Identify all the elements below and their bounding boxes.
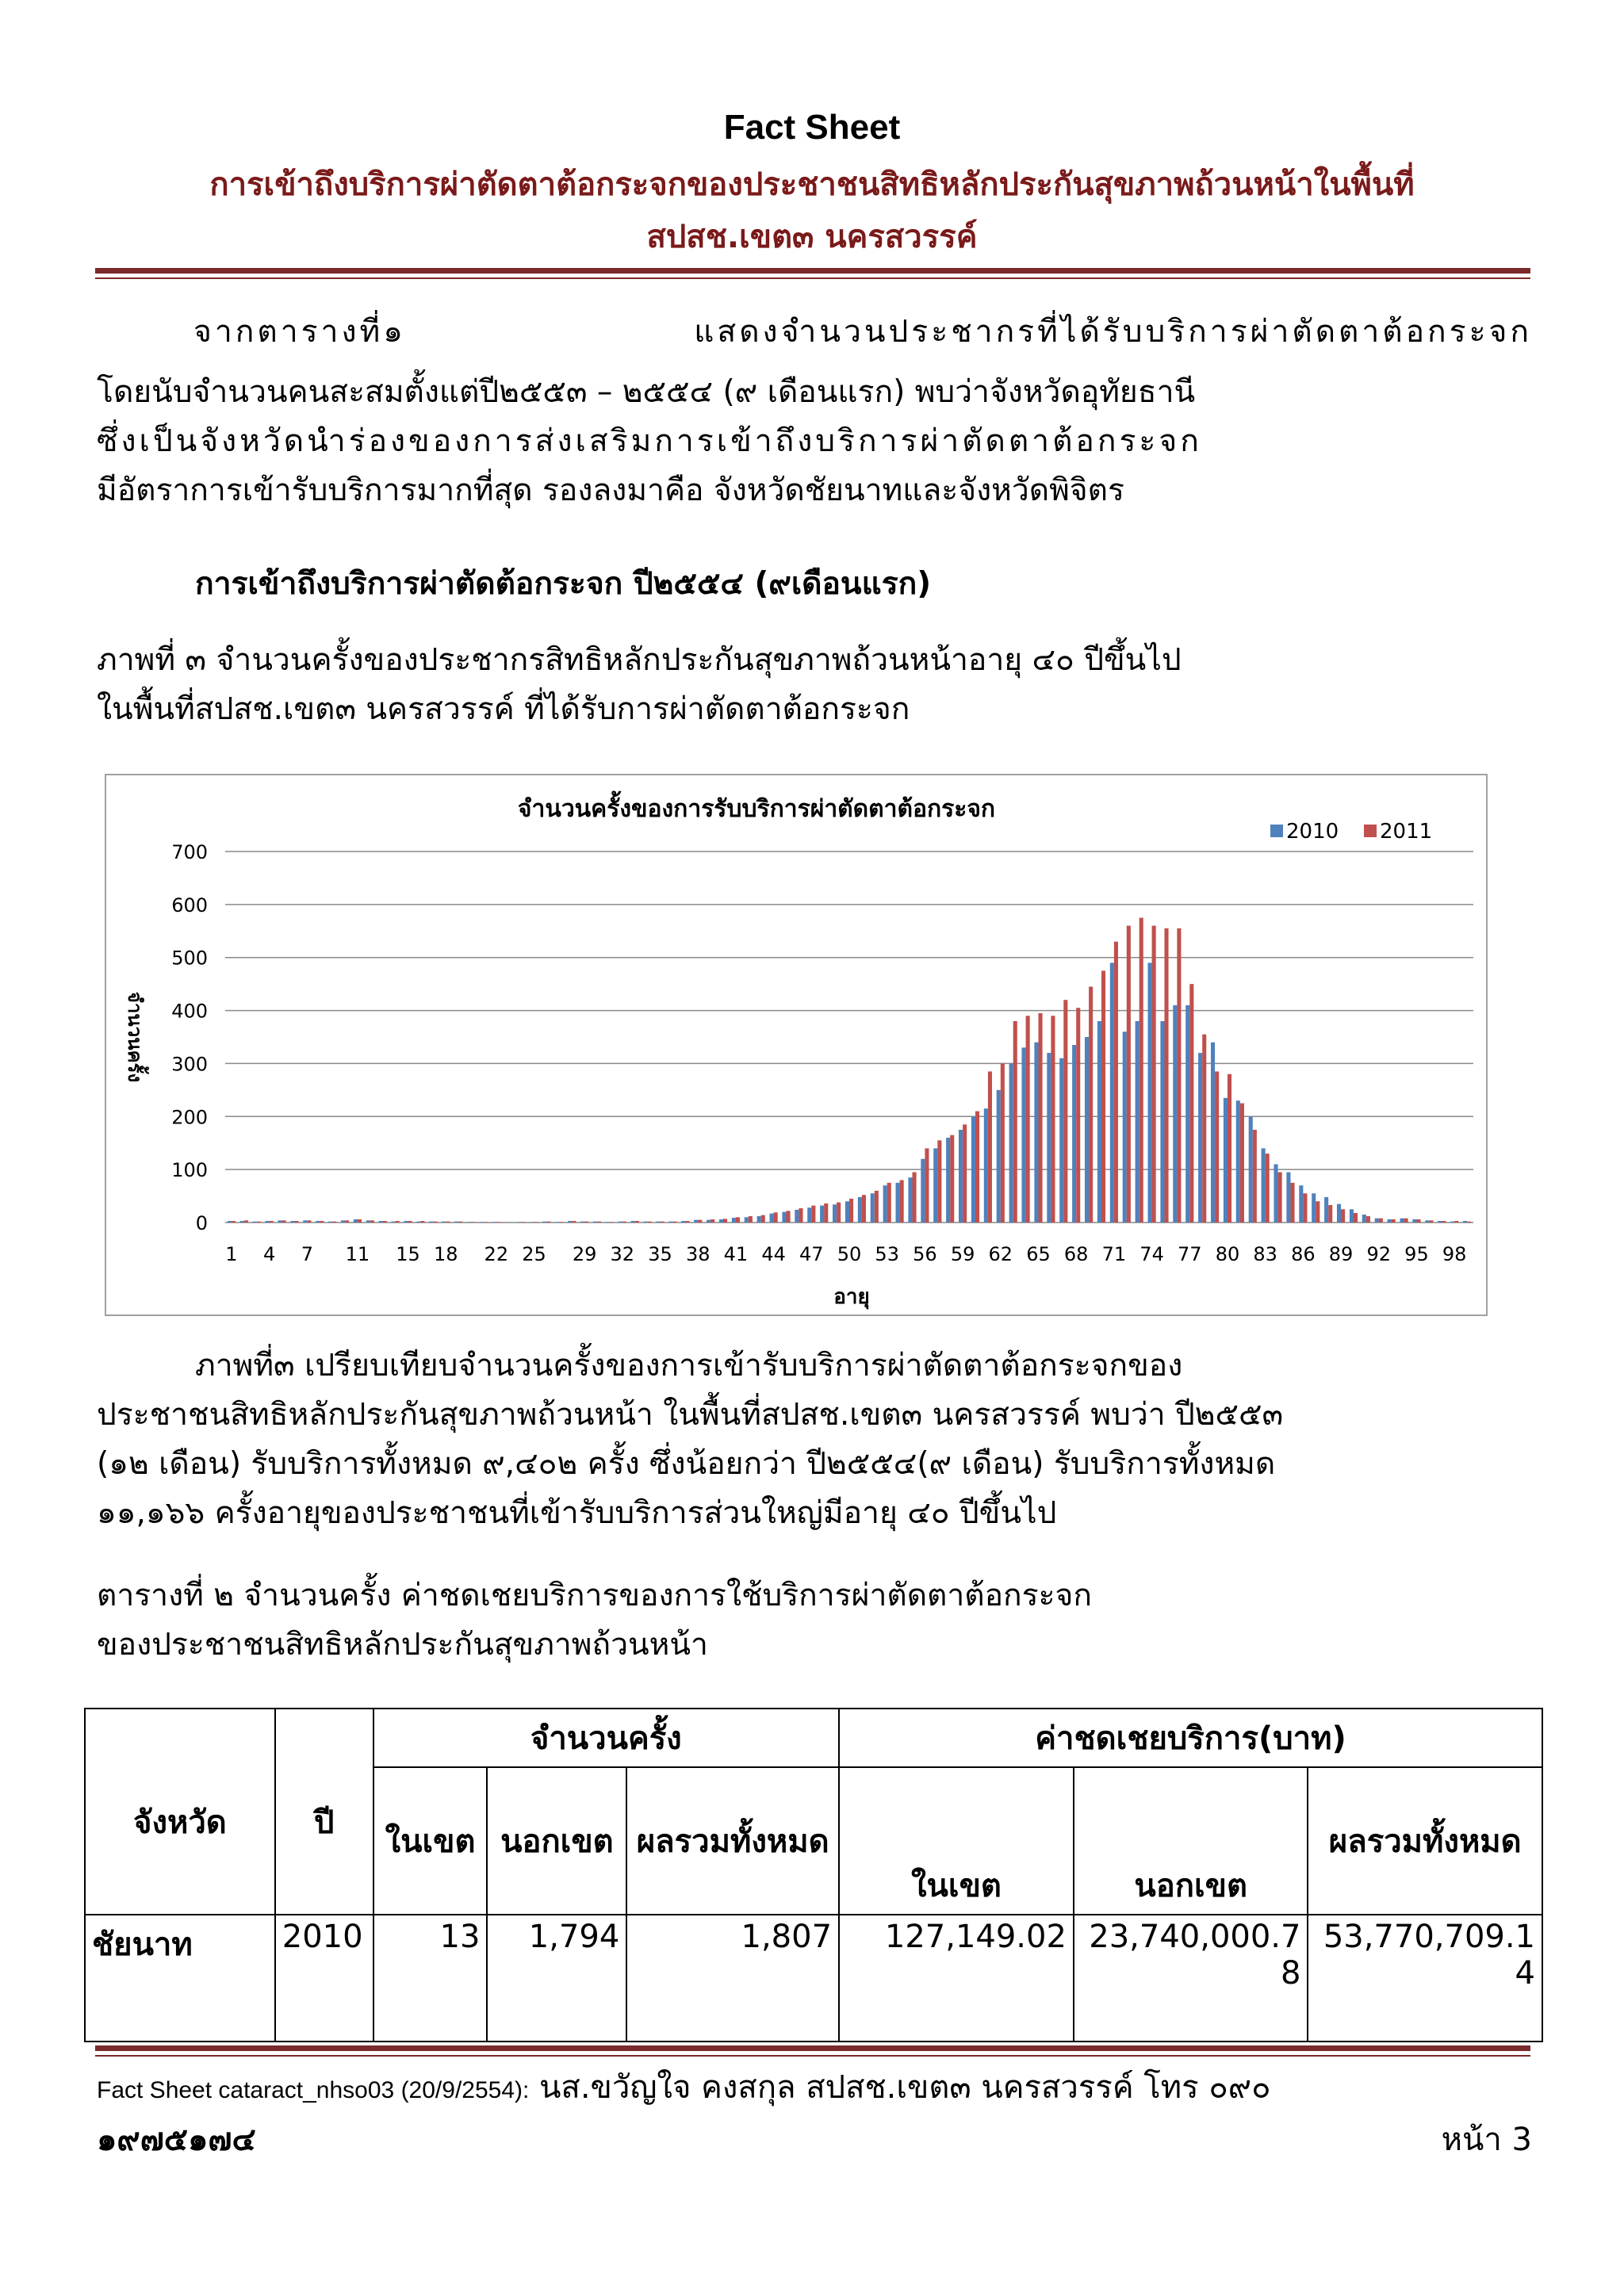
bar-2010-age-30	[593, 1222, 597, 1223]
bar-2011-age-89	[1341, 1209, 1345, 1223]
chart-x-axis-label: อายุ	[833, 1285, 870, 1309]
bar-2011-age-72	[1127, 926, 1131, 1223]
y-tick-label: 700	[171, 841, 208, 863]
bar-2010-age-85	[1286, 1172, 1290, 1223]
x-tick-label: 89	[1328, 1243, 1354, 1265]
bar-2011-age-83	[1266, 1154, 1270, 1223]
bar-2011-age-29	[584, 1222, 588, 1223]
bar-2011-age-50	[849, 1199, 853, 1223]
bar-2010-age-72	[1123, 1031, 1127, 1223]
bar-2010-age-47	[807, 1207, 811, 1223]
x-tick-label: 29	[572, 1243, 597, 1265]
bar-2011-age-99	[1467, 1222, 1471, 1223]
bar-2010-age-92	[1375, 1219, 1379, 1223]
bar-2011-age-15	[408, 1221, 412, 1223]
bar-2010-age-81	[1236, 1100, 1240, 1223]
bar-2011-age-32	[622, 1222, 626, 1223]
bar-2011-age-39	[710, 1219, 714, 1223]
bar-2010-age-33	[631, 1221, 635, 1223]
bar-2011-age-35	[661, 1222, 665, 1223]
bar-2011-age-47	[811, 1206, 815, 1223]
analysis-line-3: (๑๒ เดือน) รับบริการทั้งหมด ๙,๔๐๒ ครั้ง ซึ่งน้อยกว่า ปี๒๕๕๔(๙ เดือน) รับบริการทั้งหมด	[97, 1446, 1276, 1482]
bar-2010-age-26	[542, 1222, 546, 1223]
bar-2010-age-15	[404, 1221, 408, 1223]
cell-year: 2010	[275, 1915, 373, 2042]
x-tick-label: 62	[988, 1243, 1013, 1265]
bar-2010-age-22	[492, 1222, 496, 1223]
x-tick-label: 80	[1215, 1243, 1240, 1265]
legend-label-2010: 2010	[1286, 820, 1339, 844]
bar-2011-age-62	[1001, 1063, 1005, 1223]
chart-svg	[106, 775, 1486, 1314]
x-tick-label: 92	[1366, 1243, 1392, 1265]
bar-2011-age-66	[1051, 1016, 1055, 1223]
bar-2011-age-94	[1404, 1219, 1408, 1223]
bar-2011-age-69	[1089, 986, 1093, 1223]
x-tick-label: 59	[950, 1243, 975, 1265]
bar-2011-age-42	[749, 1216, 753, 1223]
document-subtitle-line1: การเข้าถึงบริการผ่าตัดตาต้อกระจกของประชาชนสิทธิหลักประกันสุขภาพถ้วนหน้าในพื้นที่	[209, 166, 1415, 203]
section-heading: การเข้าถึงบริการผ่าตัดต้อกระจก ปี๒๕๕๔ (๙เดือนแรก)	[195, 566, 932, 602]
bar-2010-age-59	[959, 1130, 963, 1223]
header-count-total: ผลรวมทั้งหมด	[626, 1767, 839, 1915]
bar-2010-age-32	[619, 1222, 622, 1223]
cell-count-total: 1,807	[626, 1915, 839, 2042]
bar-2010-age-62	[997, 1090, 1001, 1223]
bar-2010-age-53	[883, 1185, 887, 1223]
header-divider-thick	[95, 268, 1530, 274]
bar-2010-age-36	[668, 1222, 672, 1223]
bar-2011-age-49	[837, 1203, 841, 1223]
bar-2010-age-45	[782, 1212, 786, 1223]
bar-2010-age-55	[908, 1177, 912, 1223]
bar-2010-age-74	[1147, 962, 1151, 1223]
bar-2011-age-16	[420, 1221, 424, 1223]
x-tick-label: 44	[761, 1243, 786, 1265]
bar-2011-age-6	[294, 1221, 298, 1223]
bar-2010-age-95	[1412, 1219, 1416, 1223]
bar-2010-age-34	[644, 1222, 648, 1223]
bar-2010-age-48	[820, 1206, 824, 1223]
figure-caption	[97, 636, 1532, 734]
document-subtitle-line2: สปสช.เขต๓ นครสวรรค์	[646, 219, 978, 255]
bar-2010-age-18	[442, 1222, 446, 1223]
bar-2011-age-34	[648, 1222, 652, 1223]
bar-2010-age-16	[416, 1222, 420, 1223]
bar-2011-age-26	[546, 1222, 550, 1223]
bar-2010-age-84	[1274, 1164, 1277, 1223]
bar-2011-age-86	[1303, 1193, 1307, 1223]
x-tick-label: 18	[433, 1243, 458, 1265]
analysis-line-1: ภาพที่๓ เปรียบเทียบจำนวนครั้งของการเข้ารับบริการผ่าตัดตาต้อกระจกของ	[195, 1348, 1183, 1383]
bar-2011-age-37	[685, 1221, 689, 1223]
bar-2010-age-75	[1160, 1021, 1164, 1223]
bar-2011-age-88	[1328, 1205, 1332, 1223]
bar-2010-age-64	[1021, 1047, 1025, 1223]
bar-2011-age-36	[672, 1222, 676, 1223]
bar-2010-age-42	[745, 1217, 749, 1223]
legend-swatch-2011	[1364, 825, 1377, 837]
bar-2010-age-43	[757, 1216, 761, 1223]
bar-2010-age-38	[694, 1220, 698, 1223]
x-tick-label: 22	[484, 1243, 509, 1265]
header-year: ปี	[275, 1709, 373, 1915]
cell-cost-in: 127,149.02	[839, 1915, 1074, 2042]
bar-2011-age-93	[1392, 1219, 1396, 1223]
x-tick-label: 25	[522, 1243, 546, 1265]
bar-2010-age-13	[379, 1221, 383, 1223]
bar-2010-age-2	[240, 1221, 244, 1223]
bar-2010-age-73	[1136, 1021, 1139, 1223]
x-tick-label: 50	[837, 1243, 862, 1265]
bar-2010-age-54	[896, 1183, 900, 1223]
y-tick-label: 500	[171, 947, 208, 970]
bar-2010-age-70	[1097, 1021, 1101, 1223]
bar-2010-age-80	[1224, 1098, 1228, 1223]
bar-2010-age-1	[228, 1221, 232, 1223]
x-tick-label: 4	[263, 1243, 276, 1265]
bar-2011-age-81	[1240, 1104, 1244, 1223]
bar-2011-age-10	[345, 1220, 349, 1223]
analysis-line-2: ประชาชนสิทธิหลักประกันสุขภาพถ้วนหน้า ในพื้นที่สปสช.เขต๓ นครสวรรค์ พบว่า ปี๒๕๕๓	[97, 1397, 1284, 1433]
header-cost-in: ในเขต	[839, 1767, 1074, 1915]
bar-2010-age-27	[555, 1222, 559, 1223]
intro-line-3: ซึ่งเป็นจังหวัดนำร่องของการส่งเสริมการเข้าถึงบริการผ่าตัดตาต้อกระจก	[97, 423, 1202, 459]
figure-caption-line-2: ในพื้นที่สปสช.เขต๓ นครสวรรค์ ที่ได้รับการผ่าตัดตาต้อกระจก	[97, 691, 910, 727]
bar-2011-age-57	[937, 1140, 941, 1223]
table-row	[85, 1915, 1542, 2042]
bar-2011-age-91	[1366, 1216, 1370, 1223]
x-tick-label: 95	[1404, 1243, 1429, 1265]
bar-2011-age-33	[635, 1221, 639, 1223]
bar-2010-age-21	[480, 1222, 484, 1223]
bar-2011-age-51	[862, 1195, 866, 1223]
bar-2011-age-44	[774, 1212, 778, 1223]
cell-count-out: 1,794	[487, 1915, 626, 2042]
bar-2011-age-67	[1063, 1000, 1067, 1223]
x-tick-label: 32	[610, 1243, 635, 1265]
chart-y-axis-label: จำนวนครั้ง	[124, 991, 146, 1083]
bar-2010-age-44	[770, 1214, 774, 1223]
bar-2010-age-17	[429, 1222, 433, 1223]
bar-2011-age-8	[320, 1221, 324, 1223]
bar-2011-age-41	[736, 1217, 740, 1223]
header-cost-out: นอกเขต	[1074, 1767, 1308, 1915]
x-tick-label: 68	[1063, 1243, 1089, 1265]
header-count-out: นอกเขต	[487, 1767, 626, 1915]
bar-2011-age-80	[1228, 1074, 1231, 1223]
bar-2010-age-56	[921, 1159, 925, 1223]
bar-2011-age-61	[988, 1071, 992, 1223]
x-tick-label: 98	[1442, 1243, 1467, 1265]
bar-2010-age-20	[467, 1222, 471, 1223]
bar-2010-age-99	[1463, 1221, 1467, 1223]
bar-2011-age-74	[1152, 926, 1156, 1223]
footer	[97, 2052, 1532, 2164]
bar-2011-age-85	[1290, 1183, 1294, 1223]
bar-2010-age-19	[454, 1222, 458, 1223]
bar-2011-age-1	[232, 1221, 236, 1223]
y-tick-label: 200	[171, 1106, 208, 1129]
bar-2010-age-11	[354, 1219, 358, 1223]
bar-2010-age-88	[1324, 1197, 1328, 1223]
bar-2011-age-3	[257, 1222, 261, 1223]
bar-2011-age-63	[1013, 1021, 1017, 1223]
bar-2010-age-67	[1059, 1058, 1063, 1223]
bar-2010-age-68	[1072, 1045, 1076, 1223]
bar-2010-age-60	[971, 1116, 975, 1223]
intro-line-4: มีอัตราการเข้ารับบริการมากที่สุด รองลงมาคือ จังหวัดชัยนาทและจังหวัดพิจิตร	[97, 473, 1124, 508]
bar-2010-age-24	[518, 1222, 522, 1223]
page-number: หน้า 3	[1441, 2122, 1532, 2158]
bar-2010-age-96	[1425, 1220, 1429, 1223]
bar-2011-age-17	[433, 1222, 437, 1223]
bar-2011-age-21	[484, 1222, 488, 1223]
x-tick-label: 65	[1026, 1243, 1051, 1265]
bar-2011-age-96	[1429, 1220, 1433, 1223]
bar-2010-age-41	[732, 1218, 736, 1223]
bar-2010-age-79	[1211, 1043, 1215, 1223]
bar-2010-age-25	[530, 1222, 534, 1223]
header-divider-thin	[95, 277, 1530, 279]
bar-2010-age-86	[1299, 1185, 1303, 1223]
chart-title: จำนวนครั้งของการรับบริการผ่าตัดตาต้อกระจก	[517, 795, 996, 823]
y-tick-label: 400	[171, 1000, 208, 1023]
bar-2010-age-39	[707, 1220, 710, 1223]
footer-divider-thick	[95, 2045, 1530, 2051]
bar-2010-age-46	[795, 1210, 799, 1223]
age-cataract-chart	[105, 774, 1488, 1316]
bar-2011-age-65	[1038, 1013, 1042, 1223]
bar-2010-age-93	[1388, 1219, 1392, 1223]
bar-2011-age-98	[1454, 1221, 1458, 1223]
bar-2011-age-77	[1189, 984, 1193, 1223]
header-cost-total: ผลรวมทั้งหมด	[1308, 1767, 1542, 1915]
bar-2010-age-57	[933, 1148, 937, 1223]
bar-2010-age-90	[1350, 1209, 1354, 1223]
bar-2010-age-71	[1110, 962, 1114, 1223]
bar-2011-age-4	[270, 1221, 274, 1223]
intro-paragraph	[97, 308, 1532, 515]
bar-2010-age-50	[845, 1201, 849, 1223]
bar-2011-age-71	[1114, 942, 1118, 1223]
analysis-line-4: ๑๑,๑๖๖ ครั้งอายุของประชาชนที่เข้ารับบริการส่วนใหญ่มีอายุ ๔๐ ปีขึ้นไป	[97, 1495, 1057, 1531]
bar-2010-age-78	[1198, 1053, 1202, 1223]
bar-2011-age-24	[522, 1222, 526, 1223]
bar-2010-age-97	[1438, 1221, 1442, 1223]
bar-2011-age-59	[963, 1124, 967, 1223]
bar-2010-age-83	[1262, 1148, 1266, 1223]
bar-2010-age-63	[1009, 1063, 1013, 1223]
bar-2010-age-5	[278, 1220, 282, 1223]
bar-2011-age-22	[496, 1222, 500, 1223]
y-tick-label: 100	[171, 1159, 208, 1182]
table-caption-line-1: ตารางที่ ๒ จำนวนครั้ง ค่าชดเชยบริการของการใช้บริการผ่าตัดตาต้อกระจก	[97, 1578, 1092, 1613]
bar-2011-age-78	[1202, 1035, 1206, 1223]
x-tick-label: 86	[1291, 1243, 1316, 1265]
bar-2011-age-97	[1442, 1221, 1446, 1223]
bar-2010-age-3	[253, 1222, 257, 1223]
bar-2011-age-55	[912, 1172, 916, 1223]
bar-2011-age-64	[1026, 1016, 1030, 1223]
bar-2011-age-12	[370, 1220, 374, 1223]
bar-2011-age-14	[396, 1221, 400, 1223]
bar-2010-age-52	[871, 1193, 875, 1223]
analysis-paragraph	[97, 1341, 1532, 1538]
bar-2011-age-38	[698, 1220, 702, 1223]
bar-2011-age-43	[761, 1215, 765, 1223]
bar-2010-age-29	[580, 1222, 584, 1223]
x-tick-label: 71	[1101, 1243, 1127, 1265]
footer-contact: นส.ขวัญใจ คงสกุล สปสช.เขต๓ นครสวรรค์ โทร ๐๙๐	[529, 2069, 1271, 2106]
x-tick-label: 41	[723, 1243, 749, 1265]
bar-2011-age-45	[787, 1211, 791, 1223]
bar-2011-age-56	[925, 1148, 929, 1223]
bar-2011-age-9	[332, 1222, 336, 1223]
bar-2010-age-91	[1362, 1215, 1366, 1223]
bar-2011-age-7	[307, 1220, 311, 1223]
intro-line-1: จากตารางที่๑ แสดงจำนวนประชากรที่ได้รับบริการผ่าตัดตาต้อกระจก	[193, 314, 1532, 350]
bar-2011-age-60	[975, 1112, 979, 1223]
bar-2010-age-10	[341, 1220, 345, 1223]
bar-2011-age-87	[1316, 1201, 1320, 1223]
bar-2011-age-30	[597, 1222, 601, 1223]
y-tick-label: 0	[195, 1212, 208, 1234]
table-caption	[97, 1571, 1532, 1670]
footer-phone-continued: ๑๙๗๕๑๗๔	[97, 2122, 256, 2158]
bar-2011-age-79	[1215, 1071, 1219, 1223]
legend-swatch-2010	[1270, 825, 1283, 837]
bar-2010-age-9	[328, 1222, 332, 1223]
bar-2010-age-8	[316, 1221, 320, 1223]
bar-2011-age-46	[799, 1208, 802, 1223]
bar-2010-age-37	[681, 1221, 685, 1223]
x-tick-label: 56	[913, 1243, 937, 1265]
legend-label-2011: 2011	[1380, 820, 1433, 844]
bar-2010-age-76	[1173, 1005, 1177, 1223]
cell-count-in: 13	[373, 1915, 488, 2042]
bar-2011-age-73	[1139, 918, 1143, 1223]
bar-2010-age-61	[984, 1108, 988, 1223]
figure-caption-line-1: ภาพที่ ๓ จำนวนครั้งของประชากรสิทธิหลักประกันสุขภาพถ้วนหน้าอายุ ๔๐ ปีขึ้นไป	[97, 642, 1182, 678]
bar-2010-age-69	[1085, 1037, 1089, 1223]
bar-2010-age-40	[719, 1219, 723, 1223]
x-tick-label: 83	[1253, 1243, 1277, 1265]
x-tick-label: 15	[396, 1243, 420, 1265]
bar-2011-age-25	[534, 1222, 538, 1223]
bar-2011-age-84	[1278, 1172, 1282, 1223]
x-tick-label: 11	[345, 1243, 370, 1265]
footer-source: Fact Sheet cataract_nhso03 (20/9/2554):	[97, 2077, 530, 2103]
bar-2010-age-87	[1312, 1193, 1316, 1223]
y-tick-label: 300	[171, 1053, 208, 1076]
bar-2011-age-40	[723, 1219, 727, 1223]
intro-line-2: โดยนับจำนวนคนสะสมตั้งแต่ปี๒๕๕๓ – ๒๕๕๔ (๙ เดือนแรก) พบว่าจังหวัดอุทัยธานี	[97, 374, 1196, 410]
cell-province: ชัยนาท	[85, 1915, 275, 2042]
bar-2011-age-31	[610, 1222, 614, 1223]
bar-2011-age-19	[458, 1222, 462, 1223]
bar-2010-age-51	[858, 1197, 862, 1223]
bar-2011-age-13	[383, 1221, 387, 1223]
x-tick-label: 7	[301, 1243, 313, 1265]
bar-2011-age-27	[559, 1222, 563, 1223]
header-cost-group: ค่าชดเชยบริการ(บาท)	[839, 1709, 1542, 1767]
cell-cost-out: 23,740,000.78	[1074, 1915, 1308, 2042]
bar-2010-age-94	[1400, 1219, 1404, 1223]
header-province: จังหวัด	[85, 1709, 275, 1915]
bar-2011-age-5	[282, 1220, 286, 1223]
bar-2010-age-14	[392, 1222, 396, 1223]
y-tick-label: 600	[171, 894, 208, 916]
bar-2011-age-92	[1379, 1219, 1383, 1223]
bar-2011-age-11	[358, 1219, 362, 1223]
bar-2010-age-4	[266, 1221, 270, 1223]
bar-2011-age-75	[1164, 928, 1168, 1223]
x-tick-label: 35	[648, 1243, 672, 1265]
bar-2011-age-54	[900, 1181, 904, 1223]
bar-2011-age-2	[244, 1220, 248, 1223]
bar-2010-age-89	[1337, 1204, 1341, 1223]
document-title: Fact Sheet	[723, 108, 901, 147]
bar-2011-age-18	[446, 1222, 450, 1223]
compensation-table	[84, 1708, 1543, 2042]
bar-2011-age-76	[1177, 928, 1181, 1223]
bar-2010-age-31	[606, 1222, 610, 1223]
bar-2011-age-53	[887, 1183, 891, 1223]
bar-2011-age-58	[950, 1135, 954, 1223]
bar-2011-age-28	[572, 1221, 576, 1223]
x-tick-label: 38	[685, 1243, 710, 1265]
bar-2010-age-66	[1047, 1053, 1051, 1223]
bar-2010-age-58	[946, 1138, 950, 1223]
bar-2010-age-98	[1450, 1222, 1454, 1223]
bar-2011-age-48	[824, 1203, 828, 1223]
x-tick-label: 47	[799, 1243, 824, 1265]
cell-cost-total: 53,770,709.14	[1308, 1915, 1542, 2042]
bar-2010-age-35	[656, 1222, 660, 1223]
bar-2011-age-52	[875, 1191, 879, 1223]
bar-2010-age-7	[303, 1220, 307, 1223]
chart-legend	[1270, 820, 1432, 844]
bar-2011-age-82	[1253, 1130, 1257, 1223]
table-header-row-1	[85, 1709, 1542, 1767]
bar-2011-age-68	[1076, 1008, 1080, 1223]
bar-2011-age-70	[1101, 970, 1105, 1223]
bar-2010-age-49	[833, 1204, 837, 1223]
bar-2011-age-95	[1416, 1219, 1420, 1223]
bar-2010-age-65	[1034, 1043, 1038, 1223]
header-count-in: ในเขต	[373, 1767, 488, 1915]
bar-2010-age-12	[366, 1220, 370, 1223]
x-tick-label: 1	[225, 1243, 238, 1265]
x-tick-label: 77	[1177, 1243, 1202, 1265]
x-tick-label: 53	[875, 1243, 899, 1265]
header-count-group: จำนวนครั้ง	[373, 1709, 839, 1767]
bar-2010-age-77	[1185, 1005, 1189, 1223]
x-tick-label: 74	[1139, 1243, 1164, 1265]
bar-2010-age-28	[568, 1221, 572, 1223]
bar-2010-age-82	[1249, 1116, 1253, 1223]
bar-2011-age-20	[471, 1222, 475, 1223]
table-caption-line-2: ของประชาชนสิทธิหลักประกันสุขภาพถ้วนหน้า	[97, 1627, 708, 1663]
bar-2011-age-90	[1354, 1213, 1358, 1223]
bar-2010-age-6	[290, 1221, 294, 1223]
